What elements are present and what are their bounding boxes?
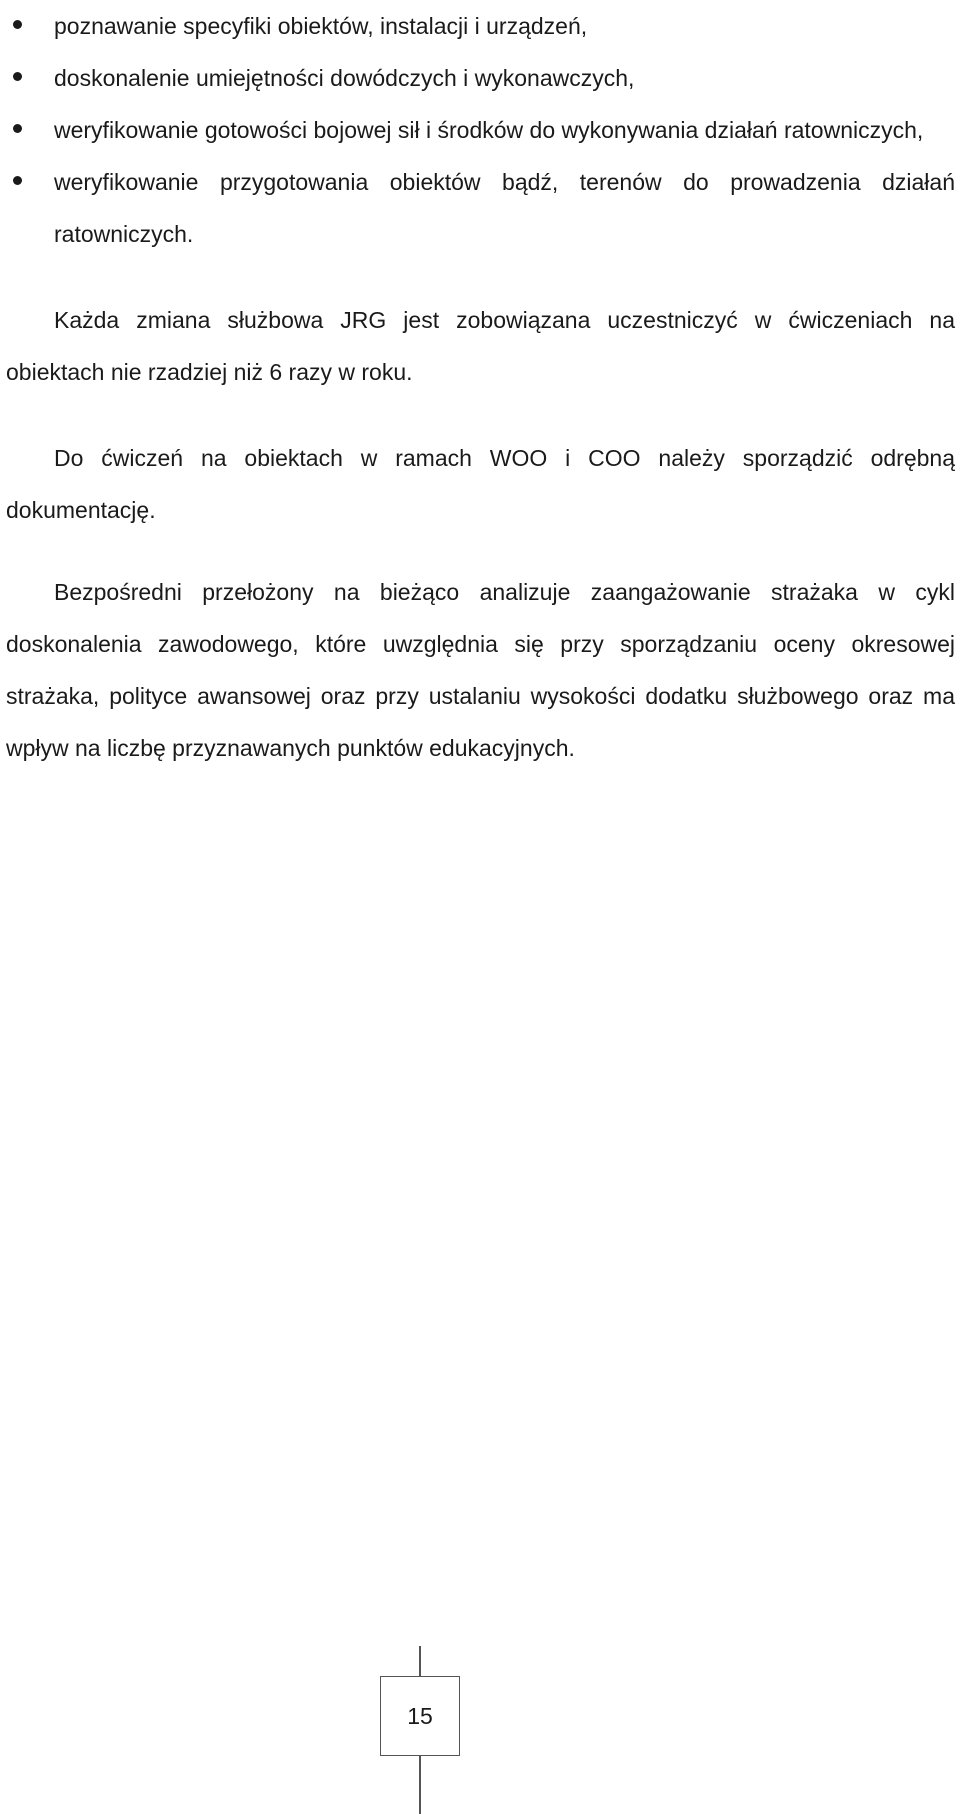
- paragraph-exercise-frequency: Każda zmiana służbowa JRG jest zobowiązana uczestniczyć w ćwiczeniach na obiektach nie rzadziej niż 6 razy w roku.: [6, 307, 955, 385]
- bullet-text: poznawanie specyfiki obiektów, instalacji i urządzeń,: [54, 13, 588, 39]
- paragraph-supervisor-analysis: Bezpośredni przełożony na bieżąco analizuje zaangażowanie strażaka w cykl doskonalenia zawodowego, które uwzględnia się przy sporządzaniu oceny okresowej strażaka, polityce awansowej oraz przy ustalaniu wysokości dodatku służbowego oraz ma wpływ na liczbę przyznawanych punktów edukacyjnych.: [6, 579, 955, 761]
- page-number-text: 15: [407, 1702, 433, 1729]
- bullet-dot-icon: [13, 176, 22, 185]
- bullet-dot-icon: [13, 124, 22, 133]
- page-number: [380, 1676, 460, 1756]
- bullet-item: [6, 0, 955, 52]
- bullet-text: weryfikowanie przygotowania obiektów bądź, terenów do prowadzenia działań ratowniczych.: [54, 169, 955, 247]
- bullet-dot-icon: [13, 72, 22, 81]
- bullet-item: [6, 156, 955, 260]
- paragraph-documentation: Do ćwiczeń na obiektach w ramach WOO i COO należy sporządzić odrębną dokumentację.: [6, 445, 955, 523]
- bullet-list: [6, 0, 955, 260]
- bullet-item: [6, 52, 955, 104]
- page-number-connector-bottom: [419, 1756, 421, 1814]
- bullet-item: [6, 104, 955, 156]
- bullet-text: doskonalenie umiejętności dowódczych i wykonawczych,: [54, 65, 635, 91]
- page-number-connector-top: [419, 1646, 421, 1676]
- document-body: [6, 0, 955, 774]
- bullet-text: weryfikowanie gotowości bojowej sił i środków do wykonywania działań ratowniczych,: [54, 117, 924, 143]
- bullet-dot-icon: [13, 20, 22, 29]
